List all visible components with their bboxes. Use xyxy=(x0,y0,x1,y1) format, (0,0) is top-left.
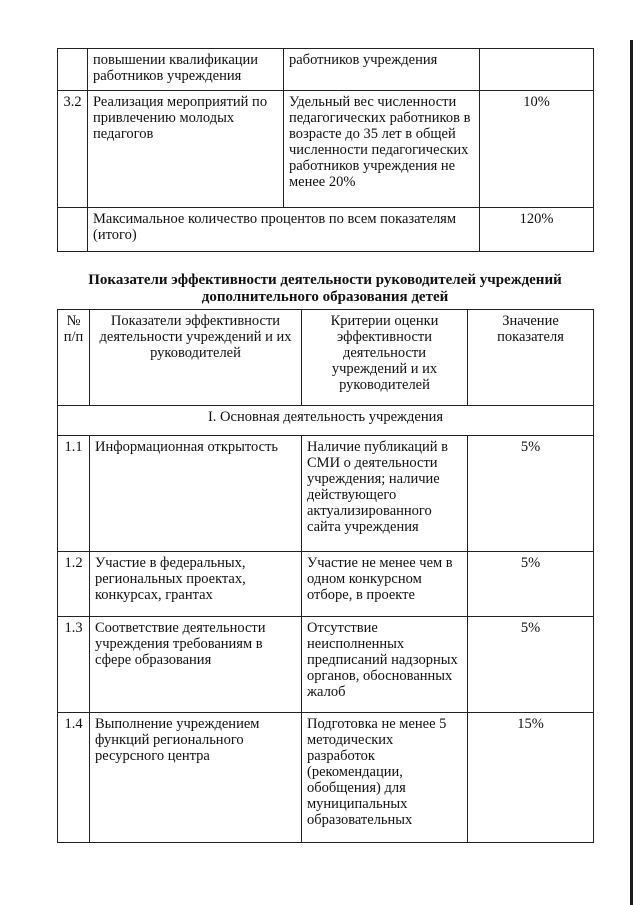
row-number: 1.1 xyxy=(58,436,90,552)
table-row xyxy=(58,617,594,713)
row-number: 1.2 xyxy=(58,552,90,617)
header-num: № п/п xyxy=(58,310,90,406)
header-criteria: Критерии оценки эффективности деятельности учреждений и их руководителей xyxy=(302,310,468,406)
header-value: Значение показателя xyxy=(468,310,594,406)
section-row xyxy=(58,406,594,436)
table-row xyxy=(58,91,594,208)
row-number: 1.3 xyxy=(58,617,90,713)
efficiency-table-continued xyxy=(57,48,594,252)
row-number: 3.2 xyxy=(58,91,88,208)
criteria-cell: Удельный вес численности педагогических работников в возрасте до 35 лет в общей численности педагогических работников учреждения не менее 20% xyxy=(284,91,480,208)
table-row xyxy=(58,436,594,552)
indicator-cell: Выполнение учреждением функций регионального ресурсного центра xyxy=(90,713,302,843)
value-cell: 5% xyxy=(468,617,594,713)
value-cell: 5% xyxy=(468,552,594,617)
value-cell: 5% xyxy=(468,436,594,552)
director-efficiency-table xyxy=(57,309,594,843)
criteria-cell: Наличие публикаций в СМИ о деятельности учреждения; наличие действующего актуализированного сайта учреждения xyxy=(302,436,468,552)
table-row xyxy=(58,552,594,617)
heading-line-2: дополнительного образования детей xyxy=(201,289,449,305)
criteria-cell: работников учреждения xyxy=(284,49,480,91)
indicator-cell: повышении квалификации работников учреждения xyxy=(88,49,284,91)
criteria-cell: Подготовка не менее 5 методических разработок (рекомендации, обобщения) для муниципальных образовательных xyxy=(302,713,468,843)
header-row xyxy=(58,310,594,406)
page-edge-line xyxy=(630,40,633,905)
total-row xyxy=(58,208,594,252)
section-title: I. Основная деятельность учреждения xyxy=(58,406,594,436)
table-row xyxy=(58,49,594,91)
total-empty-cell xyxy=(58,208,88,252)
value-cell xyxy=(480,49,594,91)
criteria-cell: Участие не менее чем в одном конкурсном отборе, в проекте xyxy=(302,552,468,617)
indicator-cell: Участие в федеральных, региональных проектах, конкурсах, грантах xyxy=(90,552,302,617)
table-row xyxy=(58,713,594,843)
value-cell: 15% xyxy=(468,713,594,843)
criteria-cell: Отсутствие неисполненных предписаний надзорных органов, обоснованных жалоб xyxy=(302,617,468,713)
total-value: 120% xyxy=(480,208,594,252)
total-label: Максимальное количество процентов по всем показателям (итого) xyxy=(88,208,480,252)
indicator-cell: Информационная открытость xyxy=(90,436,302,552)
indicator-cell: Соответствие деятельности учреждения требованиям в сфере образования xyxy=(90,617,302,713)
heading-line-1: Показатели эффективности деятельности руководителей учреждений xyxy=(88,272,562,288)
indicator-cell: Реализация мероприятий по привлечению молодых педагогов xyxy=(88,91,284,208)
row-number: 1.4 xyxy=(58,713,90,843)
section-heading xyxy=(57,272,593,306)
row-number xyxy=(58,49,88,91)
header-indicator: Показатели эффективности деятельности учреждений и их руководителей xyxy=(90,310,302,406)
value-cell: 10% xyxy=(480,91,594,208)
